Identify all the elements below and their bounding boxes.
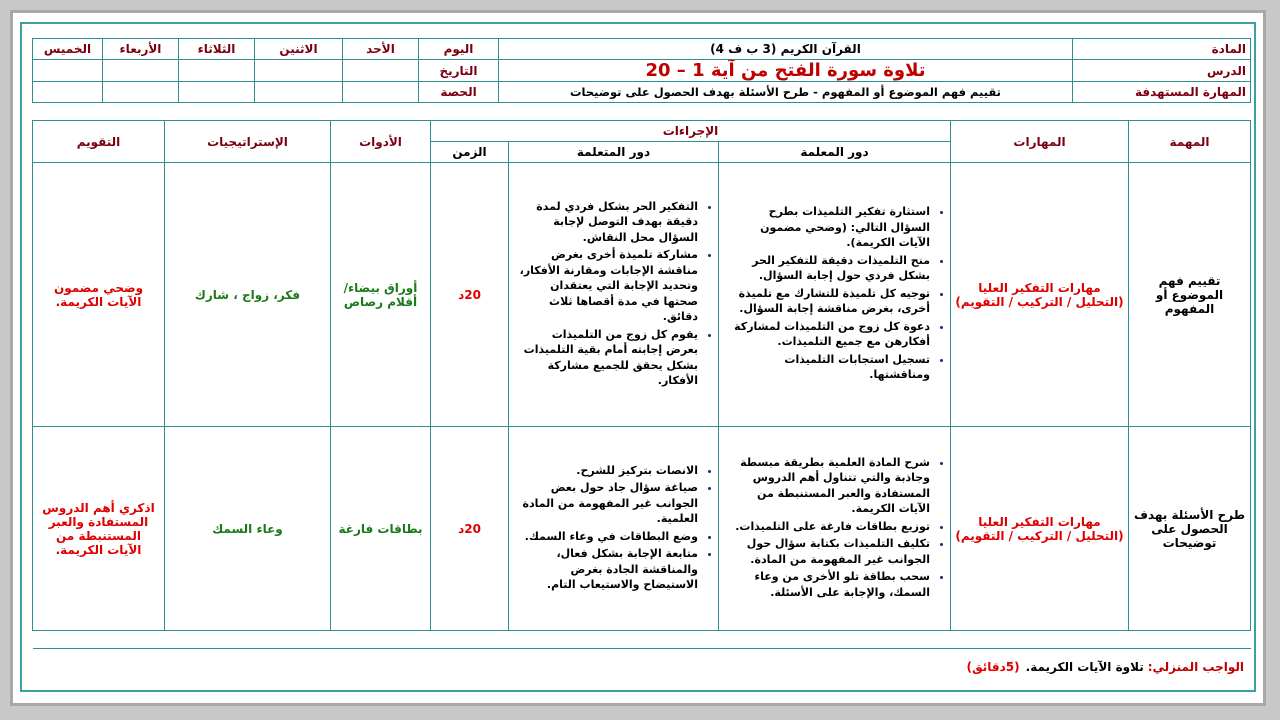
period-cell-4 bbox=[103, 82, 179, 103]
date-cell-2 bbox=[255, 60, 343, 82]
list-item-text: التفكير الحر بشكل فردي لمدة دقيقة بهدف التوصل لإجابة السؤال محل النقاش. bbox=[536, 199, 698, 244]
spacer-row bbox=[33, 631, 1251, 649]
table-row bbox=[33, 163, 1251, 427]
strategies-cell: وعاء السمك bbox=[165, 427, 331, 631]
student-role-list bbox=[513, 463, 714, 593]
lesson-plan-table bbox=[32, 120, 1251, 649]
student-role-cell bbox=[509, 427, 719, 631]
lesson-value: تلاوة سورة الفتح من آية 1 – 20 bbox=[499, 60, 1073, 82]
student-role-cell bbox=[509, 163, 719, 427]
list-item bbox=[727, 569, 930, 600]
list-item-text: الانصات بتركيز للشرح. bbox=[576, 463, 698, 477]
period-label: الحصة bbox=[419, 82, 499, 103]
subject-label: المادة bbox=[1073, 39, 1251, 60]
day-label: اليوم bbox=[419, 39, 499, 60]
skills-cell: مهارات التفكير العليا (التحليل / التركيب / التقويم) bbox=[951, 163, 1129, 427]
day-thursday: الخميس bbox=[33, 39, 103, 60]
list-item bbox=[517, 247, 698, 325]
day-wednesday: الأربعاء bbox=[103, 39, 179, 60]
list-item-text: توزيع بطاقات فارغة على التلميذات. bbox=[735, 519, 930, 533]
list-item bbox=[517, 463, 698, 479]
list-item bbox=[727, 352, 930, 383]
list-item-text: استثارة تفكير التلميذات بطرح السؤال التالي: (وضحي مضمون الآيات الكريمة). bbox=[760, 205, 930, 250]
list-item-text: متابعة الإجابة بشكل فعال، والمناقشة الجادة بغرض الاستيضاح والاستيعاب التام. bbox=[546, 547, 698, 591]
skill-label: المهارة المستهدفة bbox=[1073, 82, 1251, 103]
spacer-cell bbox=[33, 631, 1251, 649]
list-item bbox=[727, 286, 930, 317]
subject-value: القرآن الكريم (3 ب ف 4) bbox=[499, 39, 1073, 60]
header-table bbox=[32, 38, 1251, 103]
list-item-text: مشاركة تلميذة أخرى بغرض مناقشة الإجابات ومقارنة الأفكار، وتحديد الإجابة التي يعتقدان صحتها في مدة أقصاها ثلاث دقائق. bbox=[519, 248, 698, 323]
time-cell: 20د bbox=[431, 427, 509, 631]
date-cell-1 bbox=[343, 60, 419, 82]
col-student-role-header: دور المتعلمة bbox=[509, 142, 719, 163]
homework-line bbox=[22, 652, 1252, 682]
list-item-text: منح التلميذات دقيقة للتفكير الحر بشكل فردي حول إجابة السؤال. bbox=[752, 253, 930, 283]
table-row bbox=[33, 427, 1251, 631]
list-item-text: تكليف التلميذات بكتابة سؤال حول الجوانب غير المفهومة من المادة. bbox=[746, 537, 930, 566]
list-item bbox=[517, 199, 698, 246]
list-item bbox=[517, 529, 698, 545]
list-item-text: يقوم كل زوج من التلميذات بعرض إجابته أمام بقية التلميذات بشكل يحقق للجميع مشاركة الأفكار. bbox=[523, 327, 698, 387]
teacher-role-list bbox=[723, 455, 946, 601]
lesson-label: الدرس bbox=[1073, 60, 1251, 82]
day-sunday: الأحد bbox=[343, 39, 419, 60]
strategies-cell: فكر، زواج ، شارك bbox=[165, 163, 331, 427]
list-item-text: تسجيل استجابات التلميذات ومناقشتها. bbox=[784, 352, 930, 382]
homework-value: تلاوة الآيات الكريمة. bbox=[1025, 660, 1144, 674]
student-role-list bbox=[513, 199, 714, 389]
evaluation-cell: اذكري أهم الدروس المستفادة والعبر المستنبطة من الآيات الكريمة. bbox=[33, 427, 165, 631]
period-cell-1 bbox=[343, 82, 419, 103]
teacher-role-list bbox=[723, 204, 946, 383]
list-item bbox=[727, 319, 930, 350]
col-tools-header: الأدوات bbox=[331, 121, 431, 163]
list-item bbox=[517, 327, 698, 389]
col-procedures-header: الإجراءات bbox=[431, 121, 951, 142]
skills-cell: مهارات التفكير العليا (التحليل / التركيب / التقويم) bbox=[951, 427, 1129, 631]
date-label: التاريخ bbox=[419, 60, 499, 82]
date-cell-4 bbox=[103, 60, 179, 82]
homework-label: الواجب المنزلي: bbox=[1147, 660, 1244, 674]
day-tuesday: الثلاثاء bbox=[179, 39, 255, 60]
col-teacher-role-header: دور المعلمة bbox=[719, 142, 951, 163]
period-cell-3 bbox=[179, 82, 255, 103]
day-monday: الاثنين bbox=[255, 39, 343, 60]
tools-cell: بطاقات فارغة bbox=[331, 427, 431, 631]
list-item-text: دعوة كل زوج من التلميذات لمشاركة أفكارهن مع جميع التلميذات. bbox=[734, 319, 930, 349]
list-item bbox=[727, 519, 930, 535]
tools-cell: أوراق بيضاء/ أقلام رصاص bbox=[331, 163, 431, 427]
period-cell-5 bbox=[33, 82, 103, 103]
col-time-header: الزمن bbox=[431, 142, 509, 163]
task-cell: تقييم فهم الموضوع أو المفهوم bbox=[1129, 163, 1251, 427]
list-item-text: سحب بطاقة تلو الأخرى من وعاء السمك، والإجابة على الأسئلة. bbox=[754, 570, 930, 599]
list-item bbox=[727, 253, 930, 284]
skill-value: تقييم فهم الموضوع أو المفهوم - طرح الأسئلة بهدف الحصول على توضيحات bbox=[499, 82, 1073, 103]
period-cell-2 bbox=[255, 82, 343, 103]
list-item-text: توجيه كل تلميذة للتشارك مع تلميذة أخرى، بغرض مناقشة إجابة السؤال. bbox=[738, 286, 930, 316]
list-item-text: وضع البطاقات في وعاء السمك. bbox=[524, 529, 698, 543]
teacher-role-cell bbox=[719, 427, 951, 631]
time-cell: 20د bbox=[431, 163, 509, 427]
col-skills-header: المهارات bbox=[951, 121, 1129, 163]
col-evaluation-header: التقويم bbox=[33, 121, 165, 163]
list-item bbox=[727, 536, 930, 567]
list-item bbox=[727, 455, 930, 517]
list-item bbox=[517, 546, 698, 593]
col-task-header: المهمة bbox=[1129, 121, 1251, 163]
list-item-text: صياغة سؤال جاد حول بعض الجوانب غير المفهومة من المادة العلمية. bbox=[522, 481, 698, 525]
list-item-text: شرح المادة العلمية بطريقة مبسطة وجاذبة والتي تتناول أهم الدروس المستفادة والعبر المستنبطة من الآيات الكريمة. bbox=[740, 455, 930, 516]
teacher-role-cell bbox=[719, 163, 951, 427]
date-cell-5 bbox=[33, 60, 103, 82]
col-strategies-header: الإستراتيجيات bbox=[165, 121, 331, 163]
task-cell: طرح الأسئلة بهدف الحصول على توضيحات bbox=[1129, 427, 1251, 631]
evaluation-cell: وضحي مضمون الآيات الكريمة. bbox=[33, 163, 165, 427]
date-cell-3 bbox=[179, 60, 255, 82]
list-item bbox=[517, 480, 698, 527]
homework-time: (5دقائق) bbox=[966, 660, 1020, 674]
list-item bbox=[727, 204, 930, 251]
